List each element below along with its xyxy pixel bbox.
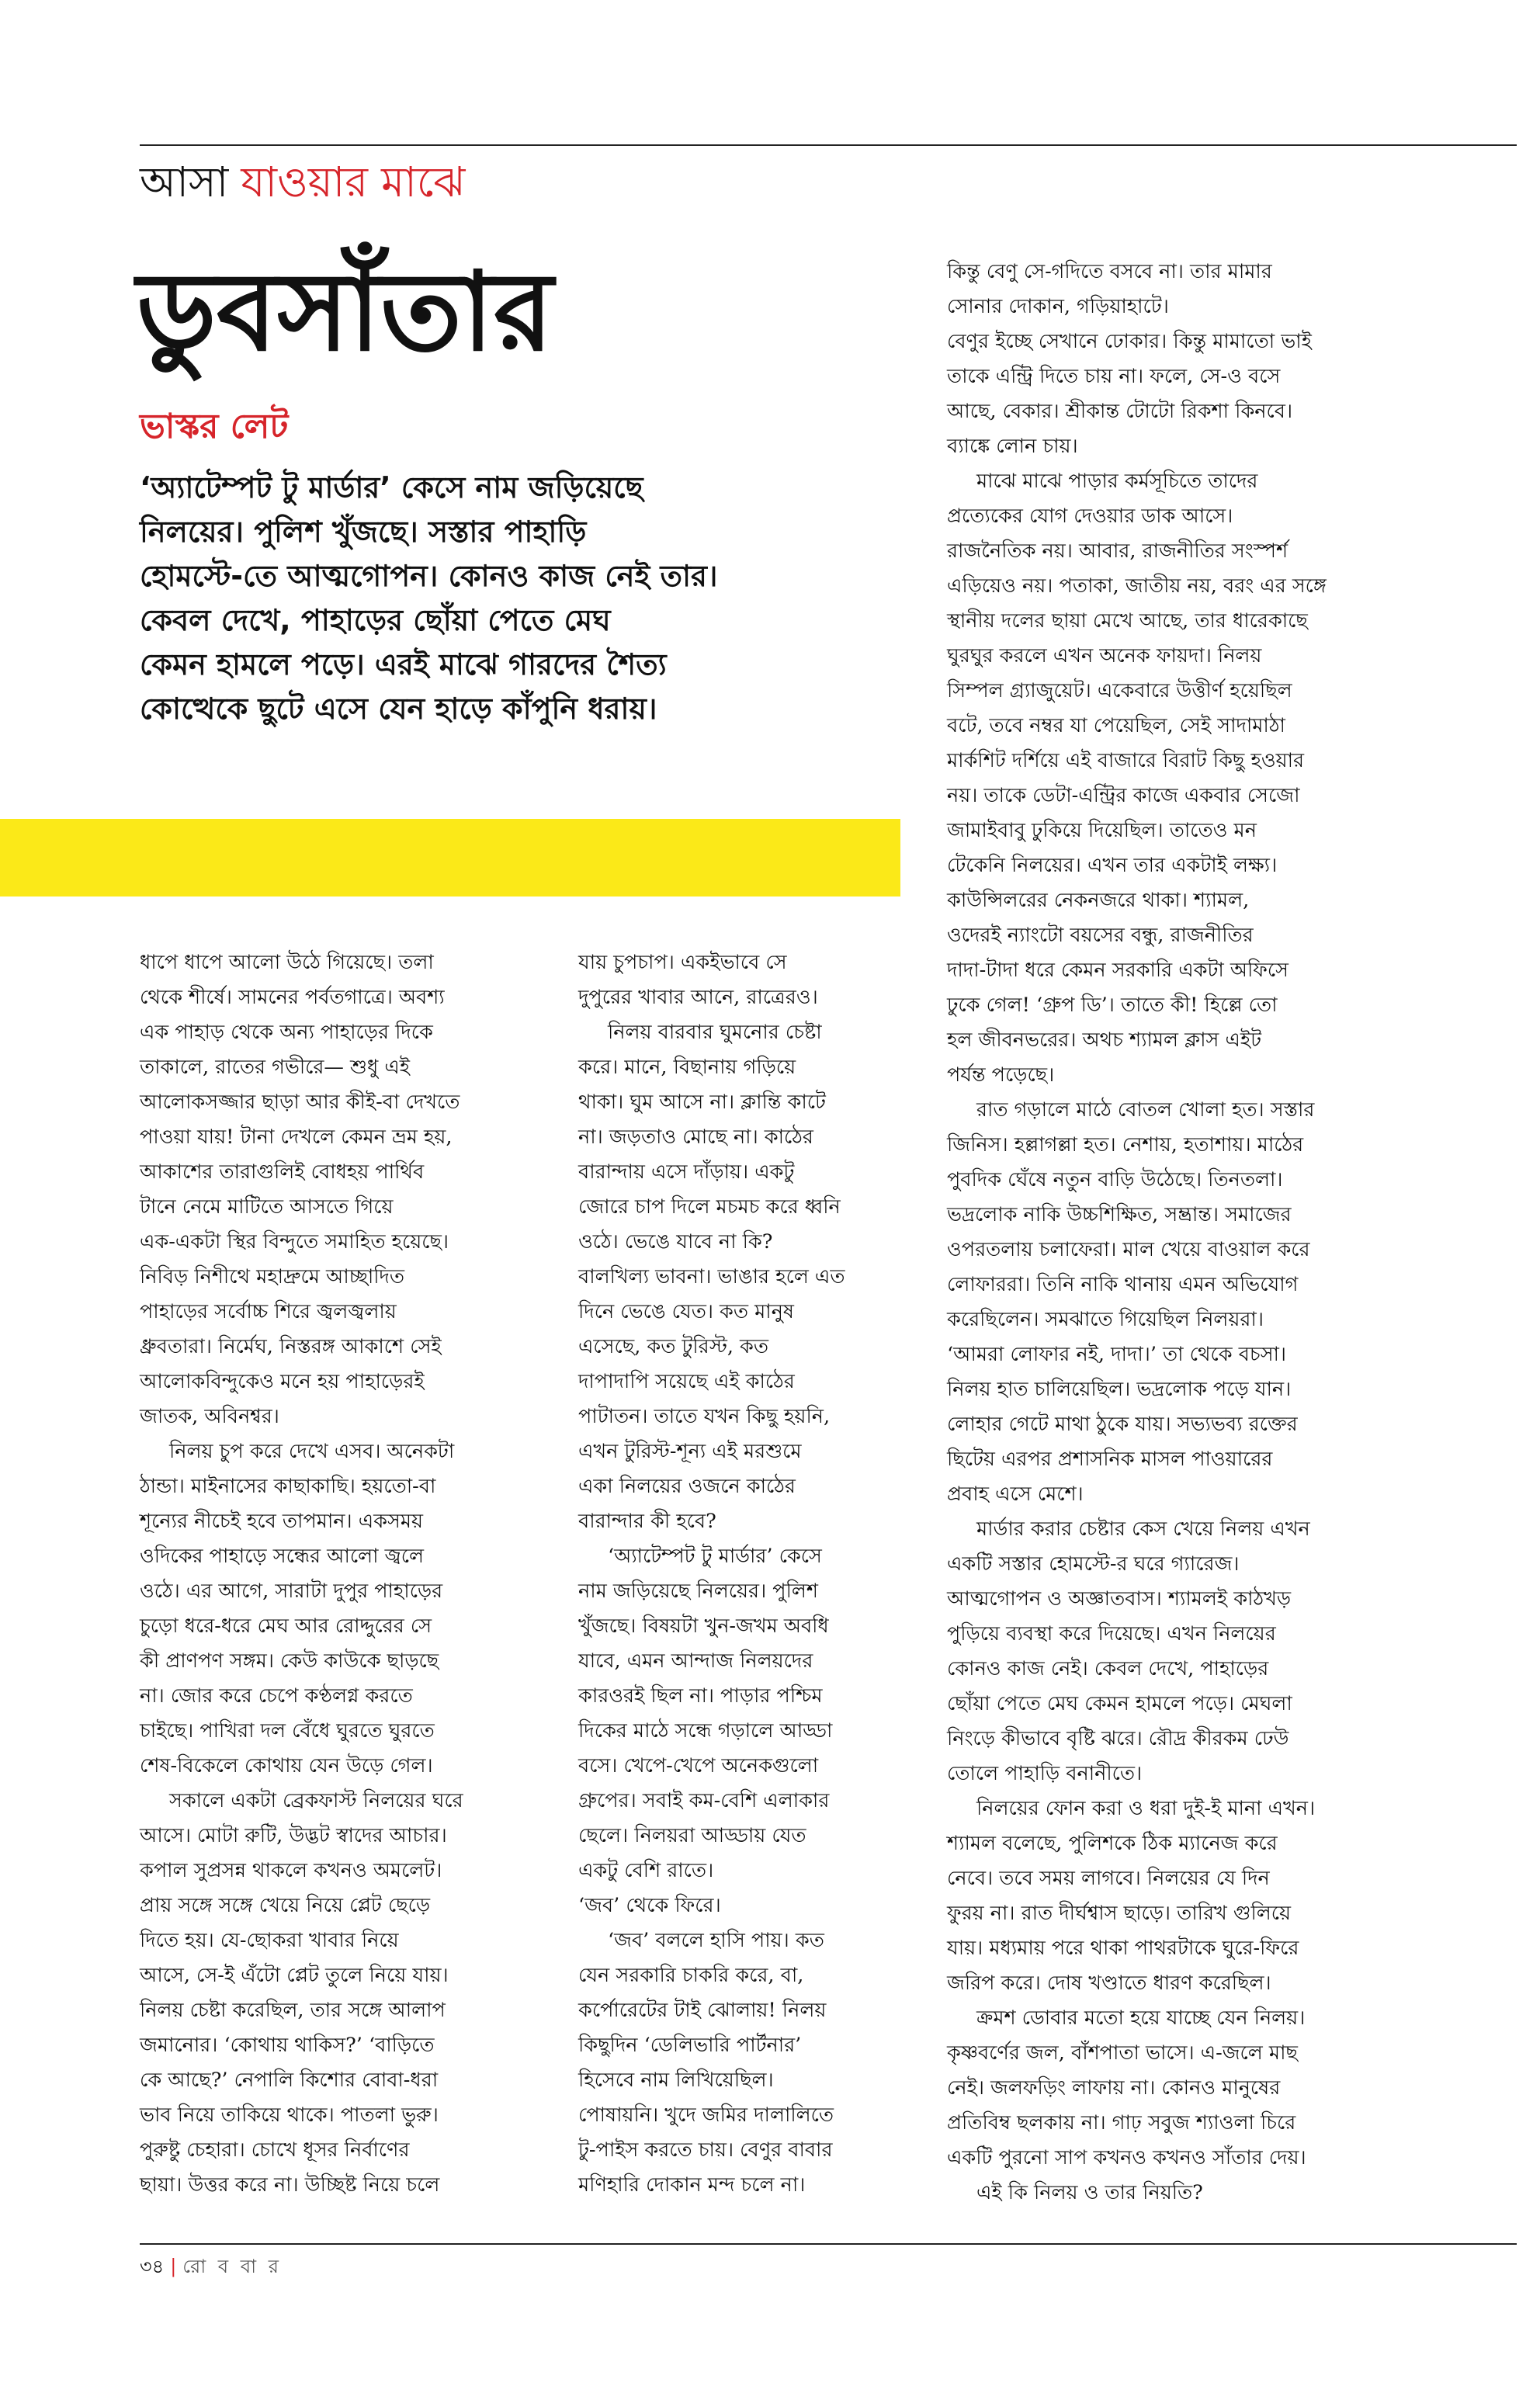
standfirst-line: নিলয়ের। পুলিশ খুঁজছে। সস্তার পাহাড়ি xyxy=(140,515,587,549)
text-column-1 xyxy=(140,945,505,2203)
body-text-line: কিন্তু বেণু সে-গদিতে বসবে না। তার মামার xyxy=(947,260,1272,283)
yellow-decorative-bar xyxy=(0,819,900,897)
text-column-2 xyxy=(578,945,900,2203)
body-text-line: আসে, সে-ই এঁটো প্লেট তুলে নিয়ে যায়। xyxy=(140,1964,449,1987)
body-text-line: জাতক, অবিনশ্বর। xyxy=(140,1405,279,1428)
body-text-line: ভাব নিয়ে তাকিয়ে থাকে। পাতলা ভুরু। xyxy=(140,2103,439,2127)
body-text-line: জামাইবাবু ঢুকিয়ে দিয়েছিল। তাতেও মন xyxy=(947,819,1257,842)
body-text-line: কোনও কাজ নেই। কেবল দেখে, পাহাড়ের xyxy=(947,1657,1269,1680)
body-text-line: রাত গড়ালে মাঠে বোতল খোলা হত। সস্তার xyxy=(976,1098,1315,1122)
kicker-plain: আসা xyxy=(140,158,229,206)
body-text-line: পাওয়া যায়! টানা দেখলে কেমন ভ্রম হয়, xyxy=(140,1125,453,1149)
body-text-line: পুবদিক ঘেঁষে নতুন বাড়ি উঠেছে। তিনতলা। xyxy=(947,1168,1283,1191)
body-text-line: নয়। তাকে ডেটা-এন্ট্রির কাজে একবার সেজো xyxy=(947,784,1300,807)
body-text-line: পুরুষ্টু চেহারা। চোখে ধূসর নির্বাণের xyxy=(140,2138,410,2162)
body-text-line: কপাল সুপ্রসন্ন থাকলে কখনও অমলেট। xyxy=(140,1859,442,1882)
body-text-line: কী প্রাণপণ সঙ্গম। কেউ কাউকে ছাড়ছে xyxy=(140,1649,439,1673)
text-column-3 xyxy=(947,255,1428,2211)
body-text-line: এই কি নিলয় ও তার নিয়তি? xyxy=(976,2181,1203,2204)
body-text-line: প্রবাহ এসে মেশে। xyxy=(947,1483,1084,1506)
body-text-line: দাপাদাপি সয়েছে এই কাঠের xyxy=(578,1370,795,1393)
body-text-line: আকাশের তারাগুলিই বোধহয় পার্থিব xyxy=(140,1160,425,1184)
body-text-line: আলোকসজ্জার ছাড়া আর কীই-বা দেখতে xyxy=(140,1091,460,1114)
body-text-line: নিলয় চেষ্টা করেছিল, তার সঙ্গে আলাপ xyxy=(140,1999,446,2022)
body-text-line: বারান্দায় এসে দাঁড়ায়। একটু xyxy=(578,1160,795,1184)
page-footer xyxy=(140,2255,282,2278)
body-text-line: এসেছে, কত টুরিস্ট, কত xyxy=(578,1335,769,1358)
body-text-line: নিলয় বারবার ঘুমনোর চেষ্টা xyxy=(608,1021,822,1044)
body-text-line: হিসেবে নাম লিখিয়েছিল। xyxy=(578,2069,774,2092)
body-text-line: দিনে ভেঙে যেত। কত মানুষ xyxy=(578,1300,794,1323)
body-text-line: তোলে পাহাড়ি বনানীতে। xyxy=(947,1762,1143,1785)
body-text-line: ভদ্রলোক নাকি উচ্চশিক্ষিত, সম্ভ্রান্ত। সমাজের xyxy=(947,1203,1292,1226)
body-text-line: নেই। জলফড়িং লাফায় না। কোনও মানুষের xyxy=(947,2076,1281,2100)
body-text-line: নিবিড় নিশীথে মহাদ্রুমে আচ্ছাদিত xyxy=(140,1265,405,1288)
body-text-line: ওদিকের পাহাড়ে সন্ধের আলো জ্বলে xyxy=(140,1545,425,1568)
body-text-line: ছোঁয়া পেতে মেঘ কেমন হামলে পড়ে। মেঘলা xyxy=(947,1692,1292,1715)
body-text-line: পোষায়নি। খুদে জমির দালালিতে xyxy=(578,2103,834,2127)
standfirst-line: কেমন হামলে পড়ে। এরই মাঝে গারদের শৈত্য xyxy=(140,647,667,681)
body-text-line: ওদেরই ন্যাংটো বয়সের বন্ধু, রাজনীতির xyxy=(947,924,1254,947)
body-text-line: টেকেনি নিলয়ের। এখন তার একটাই লক্ষ্য। xyxy=(947,854,1278,877)
body-text-line: নেবে। তবে সময় লাগবে। নিলয়ের যে দিন xyxy=(947,1867,1270,1890)
body-text-line: একটু বেশি রাতে। xyxy=(578,1859,714,1882)
body-text-line: প্রায় সঙ্গে সঙ্গে খেয়ে নিয়ে প্লেট ছেড়ে xyxy=(140,1894,431,1917)
footer-separator: | xyxy=(170,2256,177,2277)
body-text-line: পাটাতন। তাতে যখন কিছু হয়নি, xyxy=(578,1405,831,1428)
body-text-line: মণিহারি দোকান মন্দ চলে না। xyxy=(578,2173,806,2197)
body-text-line: গ্রুপের। সবাই কম-বেশি এলাকার xyxy=(578,1789,830,1812)
body-text-line: দিতে হয়। যে-ছোকরা খাবার নিয়ে xyxy=(140,1929,399,1952)
body-text-line: আলোকবিন্দুকেও মনে হয় পাহাড়েরই xyxy=(140,1370,425,1393)
standfirst-line: ‘অ্যাটেম্পট টু মার্ডার’ কেসে নাম জড়িয়েছে xyxy=(140,470,643,505)
body-text-line: না। জোর করে চেপে কণ্ঠলগ্ন করতে xyxy=(140,1684,413,1708)
body-text-line: ছায়া। উত্তর করে না। উচ্ছিষ্ট নিয়ে চলে xyxy=(140,2173,440,2197)
body-text-line: বটে, তবে নম্বর যা পেয়েছিল, সেই সাদামাঠা xyxy=(947,714,1285,737)
standfirst-line: হোমস্টে-তে আত্মগোপন। কোনও কাজ নেই তার। xyxy=(140,559,718,593)
body-text-line: সিম্পল গ্র্যাজুয়েট। একেবারে উত্তীর্ণ হয়েছিল xyxy=(947,679,1292,702)
body-text-line: আছে, বেকার। শ্রীকান্ত টোটো রিকশা কিনবে। xyxy=(947,400,1293,423)
body-text-line: চাইছে। পাখিরা দল বেঁধে ঘুরতে ঘুরতে xyxy=(140,1719,435,1743)
body-text-line: পর্যন্ত পড়েছে। xyxy=(947,1063,1055,1087)
body-text-line: যায়। মধ্যমায় পরে থাকা পাথরটাকে ঘুরে-ফিরে xyxy=(947,1937,1299,1960)
body-text-line: টানে নেমে মাটিতে আসতে গিয়ে xyxy=(140,1195,394,1219)
body-text-line: ‘অ্যাটেম্পট টু মার্ডার’ কেসে xyxy=(608,1545,822,1568)
body-text-line: ওপরতলায় চলাফেরা। মাল খেয়ে বাওয়াল করে xyxy=(947,1238,1310,1261)
body-text-line: ‘জব’ থেকে ফিরে। xyxy=(578,1894,721,1917)
body-text-line: দুপুরের খাবার আনে, রাত্রেরও। xyxy=(578,986,818,1009)
body-text-line: ক্রমশ ডোবার মতো হয়ে যাচ্ছে যেন নিলয়। xyxy=(976,2006,1306,2030)
body-text-line: একা নিলয়ের ওজনে কাঠের xyxy=(578,1475,796,1498)
body-text-line: শেষ-বিকেলে কোথায় যেন উড়ে গেল। xyxy=(140,1754,433,1777)
body-text-line: এক-একটা স্থির বিন্দুতে সমাহিত হয়েছে। xyxy=(140,1230,449,1254)
body-text-line: কাউন্সিলরের নেকনজরে থাকা। শ্যামল, xyxy=(947,889,1250,912)
body-text-line: ধ্রুবতারা। নির্মেঘ, নিস্তরঙ্গ আকাশে সেই xyxy=(140,1335,442,1358)
body-text-line: একটি সস্তার হোমস্টে-র ঘরে গ্যারেজ। xyxy=(947,1552,1240,1576)
body-text-line: জোরে চাপ দিলে মচমচ করে ধ্বনি xyxy=(578,1195,841,1219)
body-text-line: শূন্যের নীচেই হবে তাপমান। একসময় xyxy=(140,1510,424,1533)
body-text-line: শ্যামল বলেছে, পুলিশকে ঠিক ম্যানেজ করে xyxy=(947,1832,1278,1855)
body-text-line: ঠান্ডা। মাইনাসের কাছাকাছি। হয়তো-বা xyxy=(140,1475,436,1498)
body-text-line: তাকে এন্ট্রি দিতে চায় না। ফলে, সে-ও বসে xyxy=(947,365,1281,388)
body-text-line: টু-পাইস করতে চায়। বেণুর বাবার xyxy=(578,2138,833,2162)
body-text-line: বেণুর ইচ্ছে সেখানে ঢোকার। কিন্তু মামাতো ভাই xyxy=(947,330,1312,353)
section-kicker xyxy=(140,155,465,210)
standfirst-line: কোত্থেকে ছুটে এসে যেন হাড়ে কাঁপুনি ধরায়। xyxy=(140,692,657,726)
body-text-line: নিংড়ে কীভাবে বৃষ্টি ঝরে। রৌদ্র কীরকম ঢেউ xyxy=(947,1727,1289,1750)
bottom-rule xyxy=(140,2243,1517,2245)
body-text-line: প্রত্যেকের যোগ দেওয়ার ডাক আসে। xyxy=(947,505,1233,528)
kicker-highlight: যাওয়ার মাঝে xyxy=(241,158,466,206)
body-text-line: থাকা। ঘুম আসে না। ক্লান্তি কাটে xyxy=(578,1091,826,1114)
body-text-line: এড়িয়েও নয়। পতাকা, জাতীয় নয়, বরং এর সঙ্গে xyxy=(947,574,1327,598)
body-text-line: লোহার গেটে মাথা ঠুকে যায়। সভ্যভব্য রক্তের xyxy=(947,1413,1298,1436)
body-text-line: করে। মানে, বিছানায় গড়িয়ে xyxy=(578,1056,796,1079)
body-text-line: মার্ডার করার চেষ্টার কেস খেয়ে নিলয় এখন xyxy=(976,1517,1310,1541)
body-text-line: ছেলে। নিলয়রা আড্ডায় যেত xyxy=(578,1824,806,1847)
standfirst-line: কেবল দেখে, পাহাড়ের ছোঁয়া পেতে মেঘ xyxy=(140,603,611,637)
body-text-line: পুড়িয়ে ব্যবস্থা করে দিয়েছে। এখন নিলয়ের xyxy=(947,1622,1276,1646)
body-text-line: চুড়ো ধরে-ধরে মেঘ আর রোদ্দুরের সে xyxy=(140,1614,432,1638)
body-text-line: বসে। খেপে-খেপে অনেকগুলো xyxy=(578,1754,819,1777)
body-text-line: নিলয়ের ফোন করা ও ধরা দুই-ই মানা এখন। xyxy=(976,1797,1316,1820)
body-text-line: মাঝে মাঝে পাড়ার কর্মসূচিতে তাদের xyxy=(976,470,1258,493)
body-text-line: থেকে শীর্ষে। সামনের পর্বতগাত্রে। অবশ্য xyxy=(140,986,445,1009)
body-text-line: যায় চুপচাপ। একইভাবে সে xyxy=(578,951,787,974)
body-text-line: খুঁজছে। বিষয়টা খুন-জখম অবধি xyxy=(578,1614,829,1638)
body-text-line: ওঠে। ভেঙে যাবে না কি? xyxy=(578,1230,773,1254)
body-text-line: কৃষ্ণবর্ণের জল, বাঁশপাতা ভাসে। এ-জলে মাছ xyxy=(947,2041,1298,2065)
body-text-line: হল জীবনভরের। অথচ শ্যামল ক্লাস এইট xyxy=(947,1028,1262,1052)
body-text-line: নিলয় হাত চালিয়েছিল। ভদ্রলোক পড়ে যান। xyxy=(947,1378,1292,1401)
body-text-line: ঢুকে গেল! ‘গ্রুপ ডি’। তাতে কী! হিল্লে তো xyxy=(947,994,1278,1017)
standfirst xyxy=(140,466,916,731)
body-text-line: নিলয় চুপ করে দেখে এসব। অনেকটা xyxy=(169,1440,455,1463)
author-byline: ভাস্কর লেট xyxy=(140,407,289,446)
body-text-line: ছিটেয় এরপর প্রশাসনিক মাসল পাওয়ারের xyxy=(947,1448,1273,1471)
body-text-line: কর্পোরেটের টাই ঝোলায়! নিলয় xyxy=(578,1999,827,2022)
body-text-line: নাম জড়িয়েছে নিলয়ের। পুলিশ xyxy=(578,1580,818,1603)
body-text-line: ঘুরঘুর করলে এখন অনেক ফায়দা। নিলয় xyxy=(947,644,1262,668)
body-text-line: করেছিলেন। সমঝাতে গিয়েছিল নিলয়রা। xyxy=(947,1308,1264,1331)
body-text-line: এখন টুরিস্ট-শূন্য এই মরশুমে xyxy=(578,1440,802,1463)
body-text-line: আসে। মোটা রুটি, উদ্ভট স্বাদের আচার। xyxy=(140,1824,447,1847)
body-text-line: এক পাহাড় থেকে অন্য পাহাড়ের দিকে xyxy=(140,1021,433,1044)
body-text-line: স্থানীয় দলের ছায়া মেখে আছে, তার ধারেকাছে xyxy=(947,609,1308,633)
body-text-line: পাহাড়ের সর্বোচ্চ শিরে জ্বলজ্বলায় xyxy=(140,1300,397,1323)
body-text-line: যাবে, এমন আন্দাজ নিলয়দের xyxy=(578,1649,813,1673)
body-text-line: কে আছে?’ নেপালি কিশোর বোবা-ধরা xyxy=(140,2069,439,2092)
body-text-line: ব্যাঙ্কে লোন চায়। xyxy=(947,435,1078,458)
body-text-line: রাজনৈতিক নয়। আবার, রাজনীতির সংস্পর্শ xyxy=(947,539,1289,563)
body-text-line: ‘জব’ বললে হাসি পায়। কত xyxy=(608,1929,824,1952)
body-text-line: বারান্দার কী হবে? xyxy=(578,1510,716,1533)
body-text-line: দিকের মাঠে সন্ধে গড়ালে আড্ডা xyxy=(578,1719,833,1743)
body-text-line: বালখিল্য ভাবনা। ভাঙার হলে এত xyxy=(578,1265,845,1288)
story-headline: ডুবসাঁতার xyxy=(137,249,553,376)
magazine-name: রো ব বা র xyxy=(182,2256,282,2277)
page-number: ৩৪ xyxy=(140,2256,165,2277)
body-text-line: একটি পুরনো সাপ কখনও কখনও সাঁতার দেয়। xyxy=(947,2146,1306,2169)
body-text-line: ধাপে ধাপে আলো উঠে গিয়েছে। তলা xyxy=(140,951,434,974)
body-text-line: সকালে একটা ব্রেকফাস্ট নিলয়ের ঘরে xyxy=(169,1789,463,1812)
body-text-line: ‘আমরা লোফার নই, দাদা।’ তা থেকে বচসা। xyxy=(947,1343,1287,1366)
body-text-line: সোনার দোকান, গড়িয়াহাটে। xyxy=(947,295,1169,318)
body-text-line: কিছুদিন ‘ডেলিভারি পার্টনার’ xyxy=(578,2034,802,2057)
body-text-line: না। জড়তাও মোছে না। কাঠের xyxy=(578,1125,813,1149)
body-text-line: জিনিস। হল্লাগল্লা হত। নেশায়, হতাশায়। মাঠের xyxy=(947,1133,1304,1157)
body-text-line: ফুরয় না। রাত দীর্ঘশ্বাস ছাড়ে। তারিখ গুলিয়ে xyxy=(947,1902,1292,1925)
body-text-line: যেন সরকারি চাকরি করে, বা, xyxy=(578,1964,804,1987)
body-text-line: ওঠে। এর আগে, সারাটা দুপুর পাহাড়ের xyxy=(140,1580,443,1603)
body-text-line: প্রতিবিম্ব ছলকায় না। গাঢ় সবুজ শ্যাওলা চিরে xyxy=(947,2111,1296,2135)
body-text-line: আত্মগোপন ও অজ্ঞাতবাস। শ্যামলই কাঠখড় xyxy=(947,1587,1292,1611)
body-text-line: দাদা-টাদা ধরে কেমন সরকারি একটা অফিসে xyxy=(947,959,1289,982)
top-rule xyxy=(140,144,1517,146)
body-text-line: জরিপ করে। দোষ খণ্ডাতে ধারণ করেছিল। xyxy=(947,1972,1271,1995)
body-text-line: জমানোর। ‘কোথায় থাকিস?’ ‘বাড়িতে xyxy=(140,2034,435,2057)
body-text-line: কারওরই ছিল না। পাড়ার পশ্চিম xyxy=(578,1684,823,1708)
body-text-line: তাকালে, রাতের গভীরে— শুধু এই xyxy=(140,1056,411,1079)
body-text-line: মার্কশিট দর্শিয়ে এই বাজারে বিরাট কিছু হওয়ার xyxy=(947,749,1305,772)
body-text-line: লোফাররা। তিনি নাকি থানায় এমন অভিযোগ xyxy=(947,1273,1299,1296)
